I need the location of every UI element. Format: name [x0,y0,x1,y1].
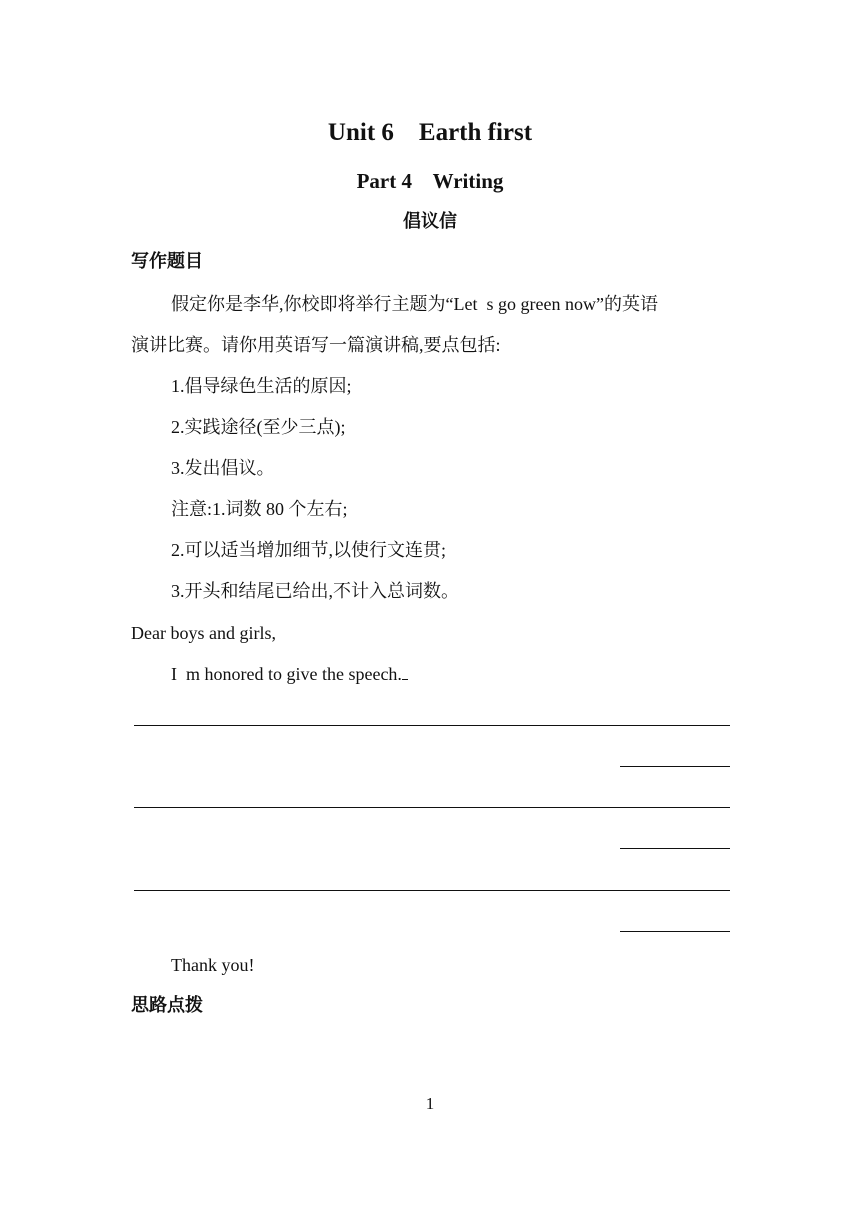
answer-line-1 [134,725,730,726]
letter-type-heading: 倡议信 [403,211,457,232]
letter-greeting: Dear boys and girls, [131,623,276,643]
answer-line-6 [620,931,730,932]
requirement-point-2: 2.实践途径(至少三点); [171,417,346,437]
opening-sentence: I m honored to give the speech. [171,664,402,684]
task-paragraph-line-1: 假定你是李华,你校即将举行主题为“Let s go green now”的英语 [171,294,658,314]
note-2: 2.可以适当增加细节,以使行文连贯; [171,540,446,560]
unit-title: Unit 6 Earth first [327,119,533,146]
note-3: 3.开头和结尾已给出,不计入总词数。 [171,581,459,601]
note-1: 注意:1.词数 80 个左右; [171,499,348,519]
answer-line-3 [134,807,730,808]
answer-line-2 [620,766,730,767]
requirement-point-3: 3.发出倡议。 [171,458,275,478]
part-subtitle: Part 4 Writing [356,169,504,193]
answer-line-5 [134,890,730,891]
requirement-point-1: 1.倡导绿色生活的原因; [171,376,352,396]
letter-closing: Thank you! [171,955,255,975]
task-paragraph-line-2: 演讲比赛。请你用英语写一篇演讲稿,要点包括: [131,335,501,355]
opening-sentence-row [171,660,408,688]
page-number: 1 [425,1094,435,1113]
hints-section-heading: 思路点拨 [131,995,203,1016]
answer-blank-start [402,661,408,680]
answer-line-4 [620,848,730,849]
task-section-heading: 写作题目 [131,251,203,272]
